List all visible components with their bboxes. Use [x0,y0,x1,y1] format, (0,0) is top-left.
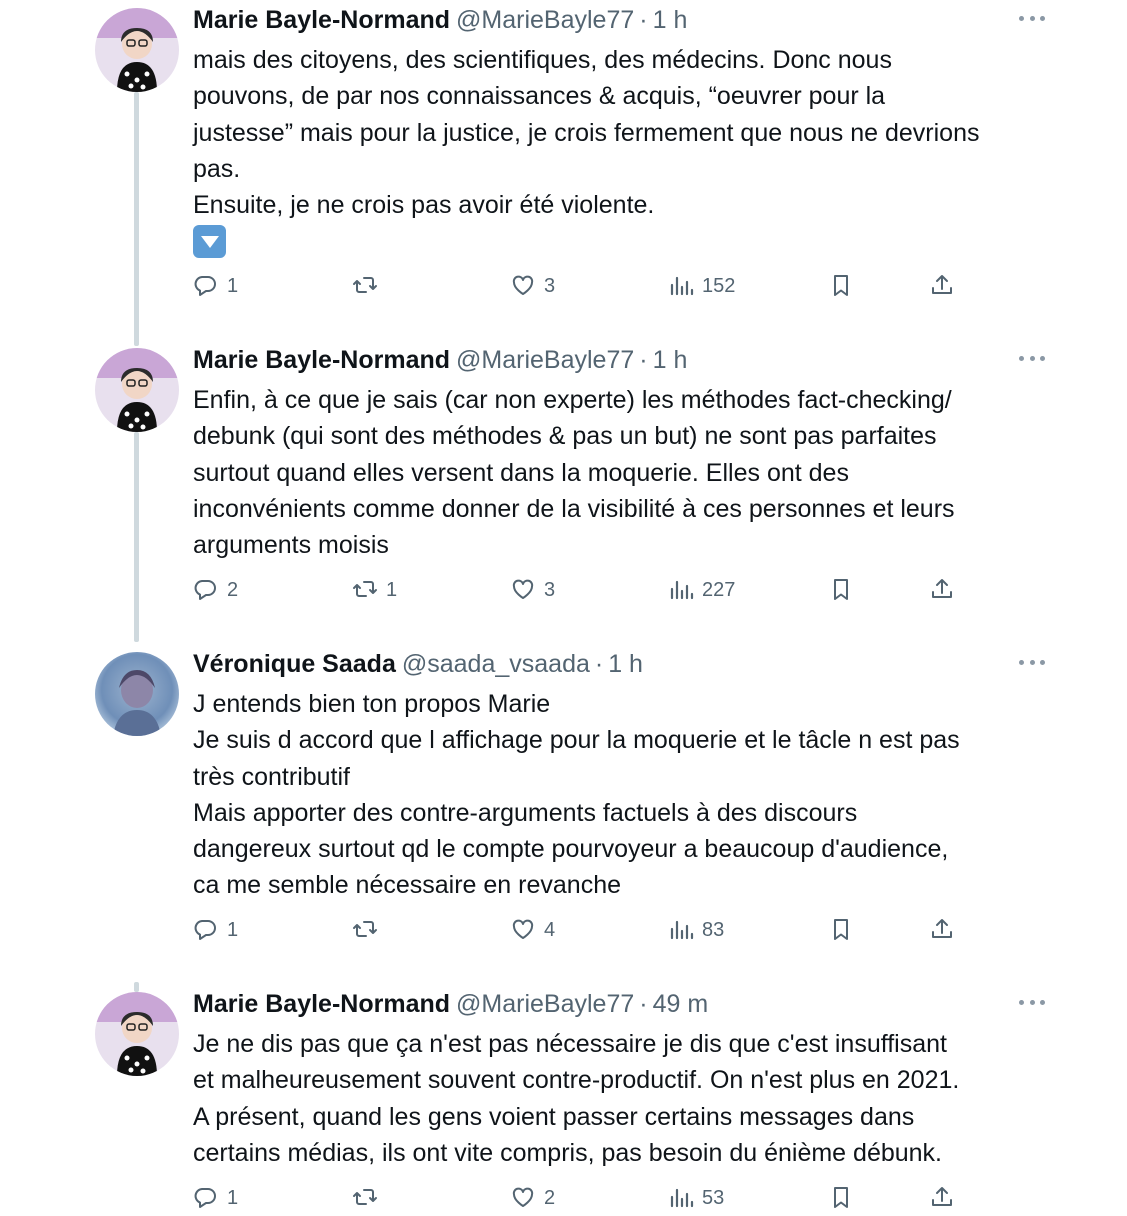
tweet-text [193,382,1073,563]
like-button[interactable] [510,572,555,608]
tweet-line: et malheureusement souvent contre-productif. On n'est plus en 2021. [193,1066,960,1095]
avatar[interactable] [95,8,179,92]
separator-dot: · [639,346,648,374]
author-handle[interactable]: @saada_vsaada [401,650,590,678]
reply-count: 2 [227,578,239,601]
like-icon [510,273,536,299]
tweet-line: pas. [193,154,241,183]
separator-dot: · [639,6,648,34]
retweet-button[interactable] [352,268,386,304]
tweet-line: Enfin, à ce que je sais (car non experte) les méthodes fact-checking/ [193,386,952,414]
views-count: 83 [702,918,725,941]
reply-button[interactable] [193,912,238,948]
like-count: 4 [544,918,556,941]
tweet-header [193,988,708,1020]
reply-button[interactable] [193,572,238,608]
avatar[interactable] [95,992,179,1076]
retweet-icon [352,273,378,299]
reply-icon [193,1185,219,1211]
like-button[interactable] [510,268,555,304]
views-icon [668,273,694,299]
tweet-line: inconvénients comme donner de la visibilité à ces personnes et leurs [193,494,955,523]
reply-icon [193,273,219,299]
more-icon[interactable] [1019,16,1045,24]
author-handle[interactable]: @MarieBayle77 [456,6,635,34]
bookmark-button[interactable] [828,912,854,948]
more-icon[interactable] [1019,1000,1045,1008]
author-name[interactable]: Véronique Saada [193,650,396,678]
like-count: 2 [544,1186,556,1209]
tweet-line: certains médias, ils ont vite compris, pas besoin du énième débunk. [193,1138,942,1167]
timestamp[interactable]: 49 m [652,990,709,1018]
author-name[interactable]: Marie Bayle-Normand [193,346,451,374]
bookmark-icon [828,577,854,603]
tweet[interactable] [0,340,1127,630]
tweet-actions [0,912,1127,948]
tweet[interactable] [0,0,1127,330]
separator-dot: · [639,990,648,1018]
avatar-image [95,348,179,432]
like-count: 3 [544,274,556,297]
bookmark-button[interactable] [828,572,854,608]
like-icon [510,577,536,603]
avatar[interactable] [95,348,179,432]
avatar-image [95,8,179,92]
tweet-text [193,686,1073,904]
share-icon [929,1185,955,1211]
avatar-image [95,652,179,736]
tweet-header [193,4,687,36]
tweet-line: justesse” mais pour la justice, je crois fermement que nous ne devrions [193,118,980,147]
share-button[interactable] [929,572,955,608]
tweet-text [193,1026,1073,1171]
reply-button[interactable] [193,268,238,304]
reply-count: 1 [227,918,239,941]
views-count: 152 [702,274,736,297]
tweet-text [193,42,1073,269]
tweet-line: Je suis d accord que l affichage pour la moquerie et le tâcle n est pas [193,726,960,755]
tweet-actions [0,268,1127,304]
tweet-line: pouvons, de par nos connaissances & acquis, “oeuvrer pour la [193,82,886,111]
share-button[interactable] [929,1180,955,1216]
bookmark-button[interactable] [828,268,854,304]
share-icon [929,273,955,299]
timestamp[interactable]: 1 h [652,346,688,374]
views-button[interactable] [668,572,735,608]
bookmark-button[interactable] [828,1180,854,1216]
views-button[interactable] [668,912,724,948]
tweet-line: J entends bien ton propos Marie [193,690,551,718]
tweet-line: arguments moisis [193,531,389,560]
author-name[interactable]: Marie Bayle-Normand [193,6,451,34]
share-icon [929,917,955,943]
share-icon [929,577,955,603]
author-handle[interactable]: @MarieBayle77 [456,990,635,1018]
avatar-image [95,992,179,1076]
author-name[interactable]: Marie Bayle-Normand [193,990,451,1018]
tweet-line: Ensuite, je ne crois pas avoir été violente. [193,191,655,220]
tweet-line: Mais apporter des contre-arguments factuels à des discours [193,798,858,827]
arrow-down-emoji [193,225,226,258]
share-button[interactable] [929,912,955,948]
tweet-header [193,344,687,376]
retweet-icon [352,917,378,943]
timestamp[interactable]: 1 h [652,6,688,34]
more-icon[interactable] [1019,660,1045,668]
tweet[interactable] [0,644,1127,974]
tweet-header [193,648,643,680]
share-button[interactable] [929,268,955,304]
views-count: 227 [702,578,736,601]
bookmark-icon [828,917,854,943]
like-count: 3 [544,578,556,601]
retweet-icon [352,1185,378,1211]
tweet-actions [0,1180,1127,1216]
tweet-line: mais des citoyens, des scientifiques, des médecins. Donc nous [193,46,892,74]
bookmark-icon [828,1185,854,1211]
views-icon [668,1185,694,1211]
retweet-icon [352,577,378,603]
tweet-line: debunk (qui sont des méthodes & pas un but) ne sont pas parfaites [193,422,937,451]
reply-icon [193,577,219,603]
tweet-line: A présent, quand les gens voient passer certains messages dans [193,1102,915,1131]
reply-button[interactable] [193,1180,238,1216]
tweet-actions [0,572,1127,608]
bookmark-icon [828,273,854,299]
separator-dot: · [594,650,604,678]
tweet-line: ca me semble nécessaire en revanche [193,871,622,900]
retweet-button[interactable] [352,912,386,948]
more-icon[interactable] [1019,356,1045,364]
tweet-line: très contributif [193,762,351,791]
author-handle[interactable]: @MarieBayle77 [456,346,635,374]
like-button[interactable] [510,1180,555,1216]
like-icon [510,917,536,943]
retweet-count: 1 [386,578,398,601]
retweet-button[interactable] [352,572,397,608]
views-button[interactable] [668,268,735,304]
tweet[interactable] [0,984,1127,1209]
tweet-line: surtout quand elles versent dans la moquerie. Elles ont des [193,458,849,487]
reply-icon [193,917,219,943]
like-icon [510,1185,536,1211]
retweet-button[interactable] [352,1180,386,1216]
views-count: 53 [702,1186,725,1209]
reply-count: 1 [227,1186,239,1209]
reply-count: 1 [227,274,239,297]
avatar[interactable] [95,652,179,736]
views-icon [668,577,694,603]
views-icon [668,917,694,943]
views-button[interactable] [668,1180,724,1216]
timestamp[interactable]: 1 h [608,650,643,678]
tweet-line: Je ne dis pas que ça n'est pas nécessaire je dis que c'est insuffisant [193,1030,947,1058]
tweet-line: dangereux surtout qd le compte pourvoyeur a beaucoup d'audience, [193,835,949,864]
like-button[interactable] [510,912,555,948]
